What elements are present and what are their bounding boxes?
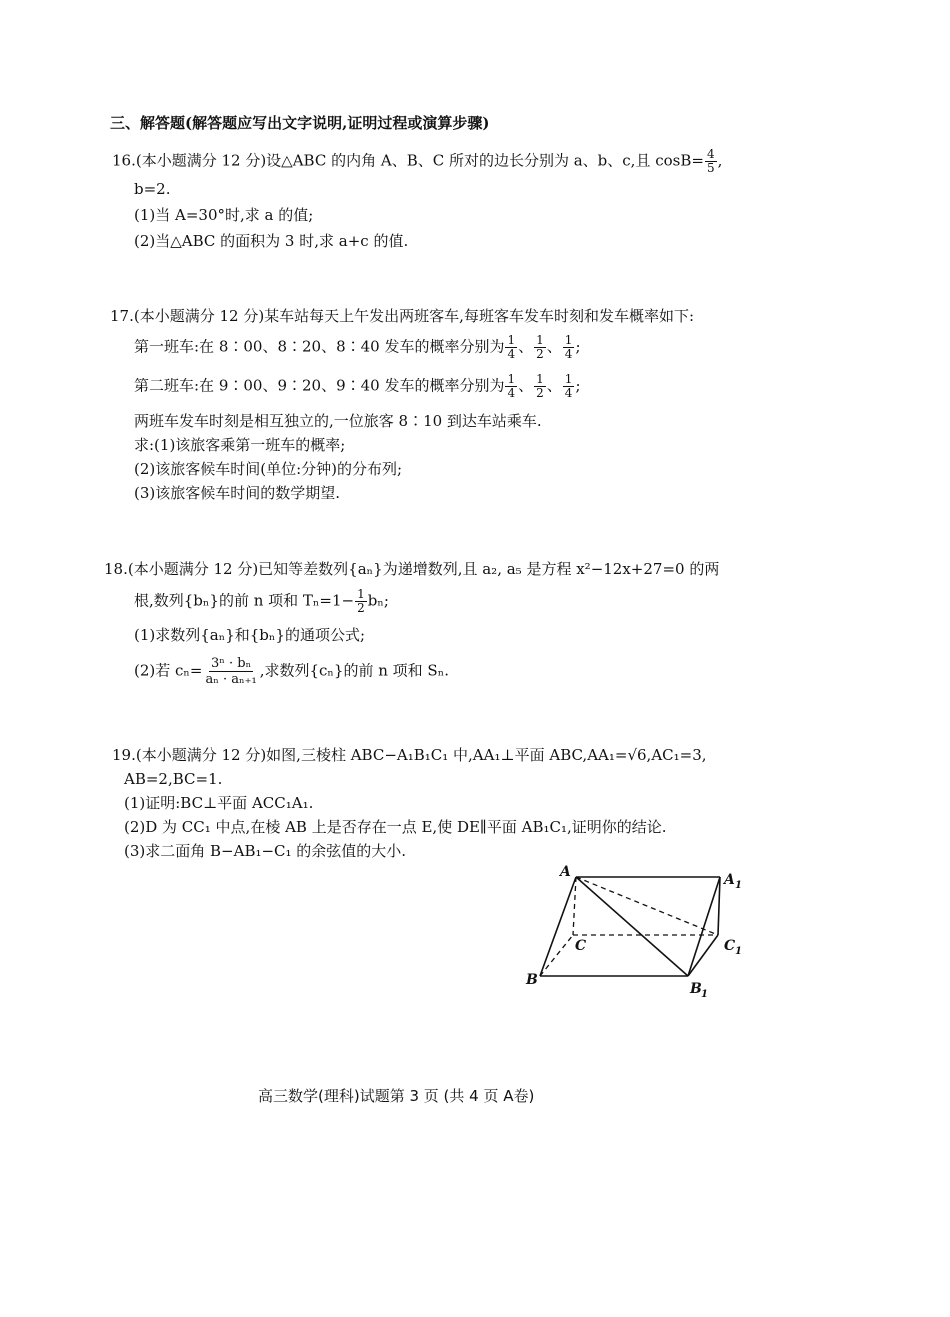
- q19-part2: (2)D 为 CC₁ 中点,在棱 AB 上是否存在一点 E,使 DE∥平面 AB₁C₁,证明你的结论.: [124, 818, 667, 836]
- q16-cos-den: 5: [706, 161, 715, 175]
- q17-sep: 、: [518, 376, 534, 395]
- q18-half-num: 1: [357, 587, 365, 601]
- edge-AB1: [576, 877, 688, 976]
- q16-line2: b=2.: [134, 180, 171, 198]
- q17-bus1-prob1-den: 4: [507, 347, 516, 361]
- q17-bus2-prob3-num: 1: [564, 372, 573, 386]
- q17-sep: 、: [518, 337, 534, 356]
- label-C1-sub: 1: [735, 946, 742, 957]
- q18-part2-text: (2)若 cₙ=: [134, 661, 203, 680]
- q18-part2-suffix: ,求数列{cₙ}的前 n 项和 Sₙ.: [259, 661, 449, 680]
- label-B1-sub: 1: [701, 989, 708, 1000]
- label-C1: C: [724, 938, 736, 954]
- edge-BC-hidden: [540, 935, 573, 976]
- q18-cn-fraction: [203, 656, 258, 687]
- q17-bus2: [134, 373, 581, 400]
- q18-line2-text: 根,数列{bₙ}的前 n 项和 Tₙ=1−: [134, 591, 355, 610]
- q16-cos-fraction: [705, 148, 717, 175]
- label-A1-sub: 1: [735, 880, 742, 891]
- q17-bus1-prob1: [505, 334, 517, 361]
- edge-AB: [540, 877, 576, 976]
- label-B: B: [526, 972, 538, 988]
- q19-line1: 19.(本小题满分 12 分)如图,三棱柱 ABC−A₁B₁C₁ 中,AA₁⊥平面 ABC,AA₁=√6,AC₁=3,: [112, 746, 707, 764]
- q17-end: ;: [575, 337, 581, 356]
- q16-line1-text: 16.(本小题满分 12 分)设△ABC 的内角 A、B、C 所对的边长分别为 a、b、c,且 cosB=: [112, 151, 704, 170]
- q17-bus1-prob3-num: 1: [564, 333, 573, 347]
- label-A1: A: [724, 872, 735, 888]
- edge-AC1-hidden: [576, 877, 718, 935]
- q18-line2-suffix: bₙ;: [367, 591, 389, 610]
- q17-bus1-prob3-den: 4: [564, 347, 573, 361]
- q18-line2: [134, 588, 389, 615]
- q16-part1: (1)当 A=30°时,求 a 的值;: [134, 206, 314, 224]
- q18-part2: [134, 656, 449, 687]
- q18-cn-den: aₙ · aₙ₊₁: [205, 672, 257, 687]
- q16-cos-num: 4: [706, 147, 715, 161]
- q18-half-den: 2: [357, 601, 365, 615]
- label-C: C: [575, 938, 587, 954]
- page-footer: 高三数学(理科)试题第 3 页 (共 4 页 A卷): [258, 1087, 535, 1105]
- prism-figure: [518, 860, 758, 1000]
- q19-part1: (1)证明:BC⊥平面 ACC₁A₁.: [124, 794, 314, 812]
- q17-end: ;: [575, 376, 581, 395]
- q17-bus2-prob1: [505, 373, 517, 400]
- q17-part2: (2)该旅客候车时间(单位:分钟)的分布列;: [134, 460, 403, 478]
- edge-A1B1: [688, 877, 720, 976]
- q17-bus1-prob2: [534, 334, 546, 361]
- q17-bus1-prob2-num: 1: [536, 333, 544, 347]
- q17-sep: 、: [546, 337, 562, 356]
- q17-bus2-prob1-den: 4: [507, 386, 516, 400]
- label-A: A: [560, 864, 571, 880]
- label-B1: B: [690, 981, 702, 997]
- q17-bus1-prob2-den: 2: [536, 347, 544, 361]
- q16-part2: (2)当△ABC 的面积为 3 时,求 a+c 的值.: [134, 232, 409, 250]
- q16-line1: [112, 148, 722, 175]
- q16-line1-suffix: ,: [717, 151, 723, 170]
- q17-bus1-prob3: [563, 334, 575, 361]
- q18-cn-num: 3ⁿ · bₙ: [210, 656, 252, 671]
- q17-bus2-prob3: [563, 373, 575, 400]
- q18-part1: (1)求数列{aₙ}和{bₙ}的通项公式;: [134, 626, 365, 644]
- q17-line4: 两班车发车时刻是相互独立的,一位旅客 8∶10 到达车站乘车.: [134, 412, 542, 430]
- q17-sep: 、: [546, 376, 562, 395]
- q17-part1: 求:(1)该旅客乘第一班车的概率;: [134, 436, 346, 454]
- q17-bus2-text: 第二班车:在 9∶00、9∶20、9∶40 发车的概率分别为: [134, 376, 505, 395]
- q18-half-fraction: [355, 588, 367, 615]
- q17-bus1-text: 第一班车:在 8∶00、8∶20、8∶40 发车的概率分别为: [134, 337, 505, 356]
- edge-C1B1: [688, 935, 718, 976]
- q19-part3: (3)求二面角 B−AB₁−C₁ 的余弦值的大小.: [124, 842, 407, 860]
- q17-bus1-prob1-num: 1: [507, 333, 516, 347]
- q17-bus2-prob2: [534, 373, 546, 400]
- q17-line1: 17.(本小题满分 12 分)某车站每天上午发出两班客车,每班客车发车时刻和发车概率如下:: [110, 307, 695, 325]
- q18-line1: 18.(本小题满分 12 分)已知等差数列{aₙ}为递增数列,且 a₂, a₅ 是方程 x²−12x+27=0 的两: [104, 560, 720, 578]
- edge-A1C1: [718, 877, 720, 935]
- q19-line2: AB=2,BC=1.: [124, 770, 223, 788]
- q17-bus2-prob1-num: 1: [507, 372, 516, 386]
- q17-bus1: [134, 334, 581, 361]
- q17-bus2-prob3-den: 4: [564, 386, 573, 400]
- q17-bus2-prob2-num: 1: [536, 372, 544, 386]
- q17-bus2-prob2-den: 2: [536, 386, 544, 400]
- section-title: 三、解答题(解答题应写出文字说明,证明过程或演算步骤): [110, 114, 490, 132]
- q17-part3: (3)该旅客候车时间的数学期望.: [134, 484, 341, 502]
